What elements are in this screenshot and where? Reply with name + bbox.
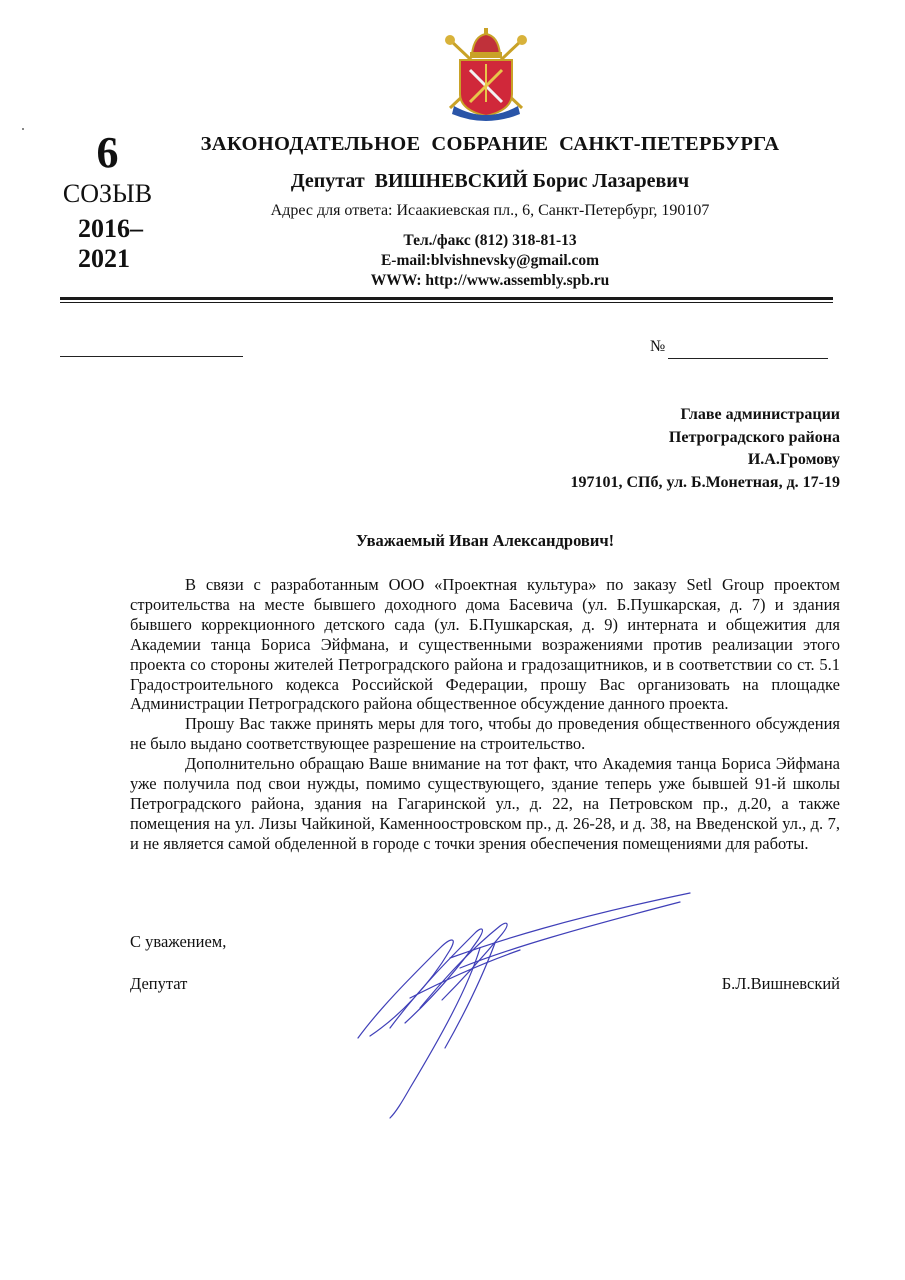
scan-speck	[22, 128, 24, 130]
organization-name: ЗАКОНОДАТЕЛЬНОЕ СОБРАНИЕ САНКТ-ПЕТЕРБУРГА	[200, 133, 780, 155]
greeting: Уважаемый Иван Александрович!	[355, 531, 615, 550]
number-label: №	[650, 338, 666, 355]
convocation-number: 6	[96, 128, 119, 177]
deputy-name: Депутат ВИШНЕВСКИЙ Борис Лазаревич	[290, 170, 690, 192]
convocation-years: 2016– 2021	[78, 214, 143, 273]
handwritten-signature	[350, 888, 700, 1120]
letter-body	[130, 575, 840, 854]
email: E-mail:blvishnevsky@gmail.com	[380, 252, 600, 269]
number-blank-line	[668, 358, 828, 359]
convocation-label: СОЗЫВ	[62, 179, 153, 208]
date-blank-line	[60, 356, 243, 357]
recipient-district: Петроградского района	[668, 428, 840, 446]
website: WWW: http://www.assembly.spb.ru	[370, 272, 610, 289]
paragraph: Прошу Вас также принять меры для того, чтобы до проведения общественного обсуждения не было выдано соответствующее разрешение на строительство.	[130, 714, 840, 754]
reply-address: Адрес для ответа: Исаакиевская пл., 6, Санкт-Петербург, 190107	[270, 202, 710, 219]
signer-role: Депутат	[130, 974, 188, 993]
closing: С уважением,	[130, 932, 227, 951]
phone-fax: Тел./факс (812) 318-81-13	[403, 232, 577, 249]
paragraph: Дополнительно обращаю Ваше внимание на тот факт, что Академия танца Бориса Эйфмана уже получила под свои нужды, помимо существующего, здание теперь уже бывшей 91-й школы Петроградского района, здания на Гагаринской ул., д. 22, на Петровском пр., д.20, а также помещения на ул. Лизы Чайкиной, Каменноостровском пр., д. 26-28, и д. 38, на Введенской ул., д. 7, и не является самой обделенной в городе с точки зрения обеспечения помещениями для работы.	[130, 754, 840, 853]
letterhead-divider-thin	[60, 302, 833, 303]
recipient-title: Главе администрации	[680, 406, 840, 423]
recipient-address: 197101, СПб, ул. Б.Монетная, д. 17-19	[570, 473, 840, 491]
paragraph: В связи с разработанным ООО «Проектная культура» по заказу Setl Group проектом строительства на месте бывшего доходного дома Басевича (ул. Б.Пушкарская, д. 7) и здания бывшего коррекционного детского сада (ул. Б.Пушкарская, д. 9) интерната и общежития для Академии танца Бориса Эйфмана, и существенными возражениями против реализации этого проекта со стороны жителей Петроградского района и градозащитников, и в соответствии со ст. 5.1 Градостроительного кодекса Российской Федерации, прошу Вас организовать на площадке Администрации Петроградского района общественное обсуждение данного проекта.	[130, 575, 840, 714]
recipient-block	[430, 404, 840, 494]
spb-coat-of-arms-icon	[440, 28, 532, 124]
signer-name: Б.Л.Вишневский	[721, 974, 840, 993]
letterhead-divider-thick	[60, 297, 833, 300]
recipient-name: И.А.Громову	[747, 451, 840, 468]
